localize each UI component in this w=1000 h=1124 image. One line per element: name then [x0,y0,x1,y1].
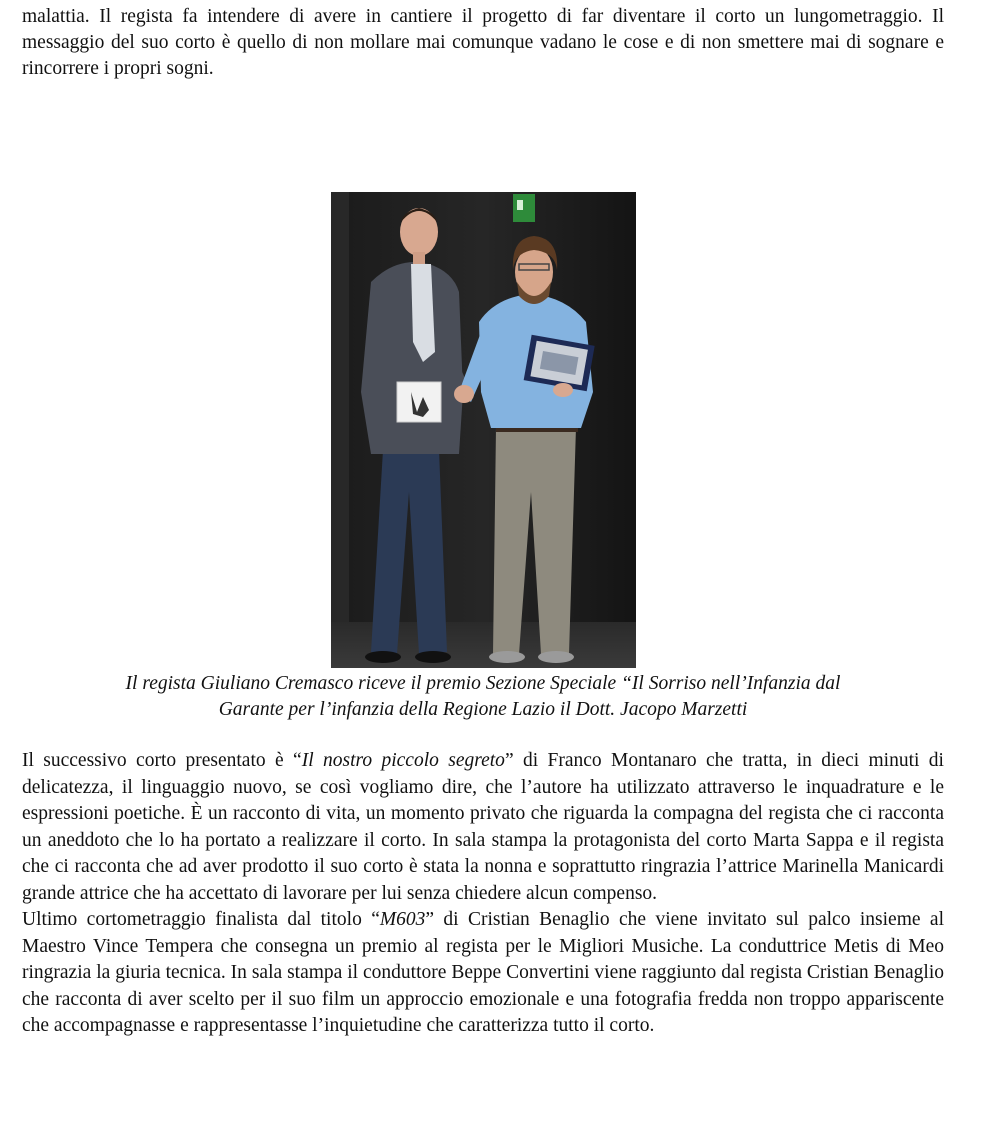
intro-paragraph: malattia. Il regista fa intendere di avere in cantiere il progetto di far diventare il corto un lungometraggio. Il messaggio del suo corto è quello di non mollare mai comunque vadano le cose e di non smettere mai di sognare e rincorrere i propri sogni. [22,6,944,79]
paragraph-2-lead: Il successivo corto presentato è “ [22,750,302,771]
intro-section [22,4,944,82]
photo-caption [22,671,944,723]
paragraph-3 [22,907,944,1040]
paragraph-3-text: ” di Cristian Benaglio che viene invitato sul palco insieme al Maestro Vince Tempera che consegna un premio al regista per le Migliori Musiche. La conduttrice Metis di Meo ringrazia la giuria tecnica. In sala stampa il conduttore Beppe Convertini viene raggiunto dal regista Cristian Benaglio che racconta di aver scelto per il suo film un approccio emozionale e una fotografia fredda non troppo appariscente che accompagnasse e rappresentasse l’inquietudine che caratterizza tutto il corto. [22,909,944,1036]
paragraph-2 [22,748,944,907]
article-body [22,748,944,1040]
paragraph-2-film-title: Il nostro piccolo segreto [301,750,505,771]
award-photo [331,192,636,668]
caption-line-2: Garante per l’infanzia della Regione Lazio il Dott. Jacopo Marzetti [218,699,748,720]
paragraph-3-film-title: M603 [379,909,426,930]
award-ceremony-photo-icon [331,192,636,668]
paragraph-2-text: ” di Franco Montanaro che tratta, in dieci minuti di delicatezza, il linguaggio nuovo, se così vogliamo dire, che l’autore ha utilizzato attraverso le inquadrature e le espressioni poetiche. È un racconto di vita, un momento privato che riguarda la compagna del regista che ci racconta un aneddoto che lo ha portato a realizzare il corto. In sala stampa la protagonista del corto Marta Sappa e il regista che ci racconta che ad aver prodotto il suo corto è stata la nonna e soprattutto ringrazia l’attrice Marinella Manicardi grande attrice che ha accettato di lavorare per lui senza chiedere alcun compenso. [22,750,944,904]
paragraph-3-lead: Ultimo cortometraggio finalista dal titolo “ [22,909,380,930]
caption-line-1: Il regista Giuliano Cremasco riceve il premio Sezione Speciale “Il Sorriso nell’Infanzia dal [125,673,841,694]
